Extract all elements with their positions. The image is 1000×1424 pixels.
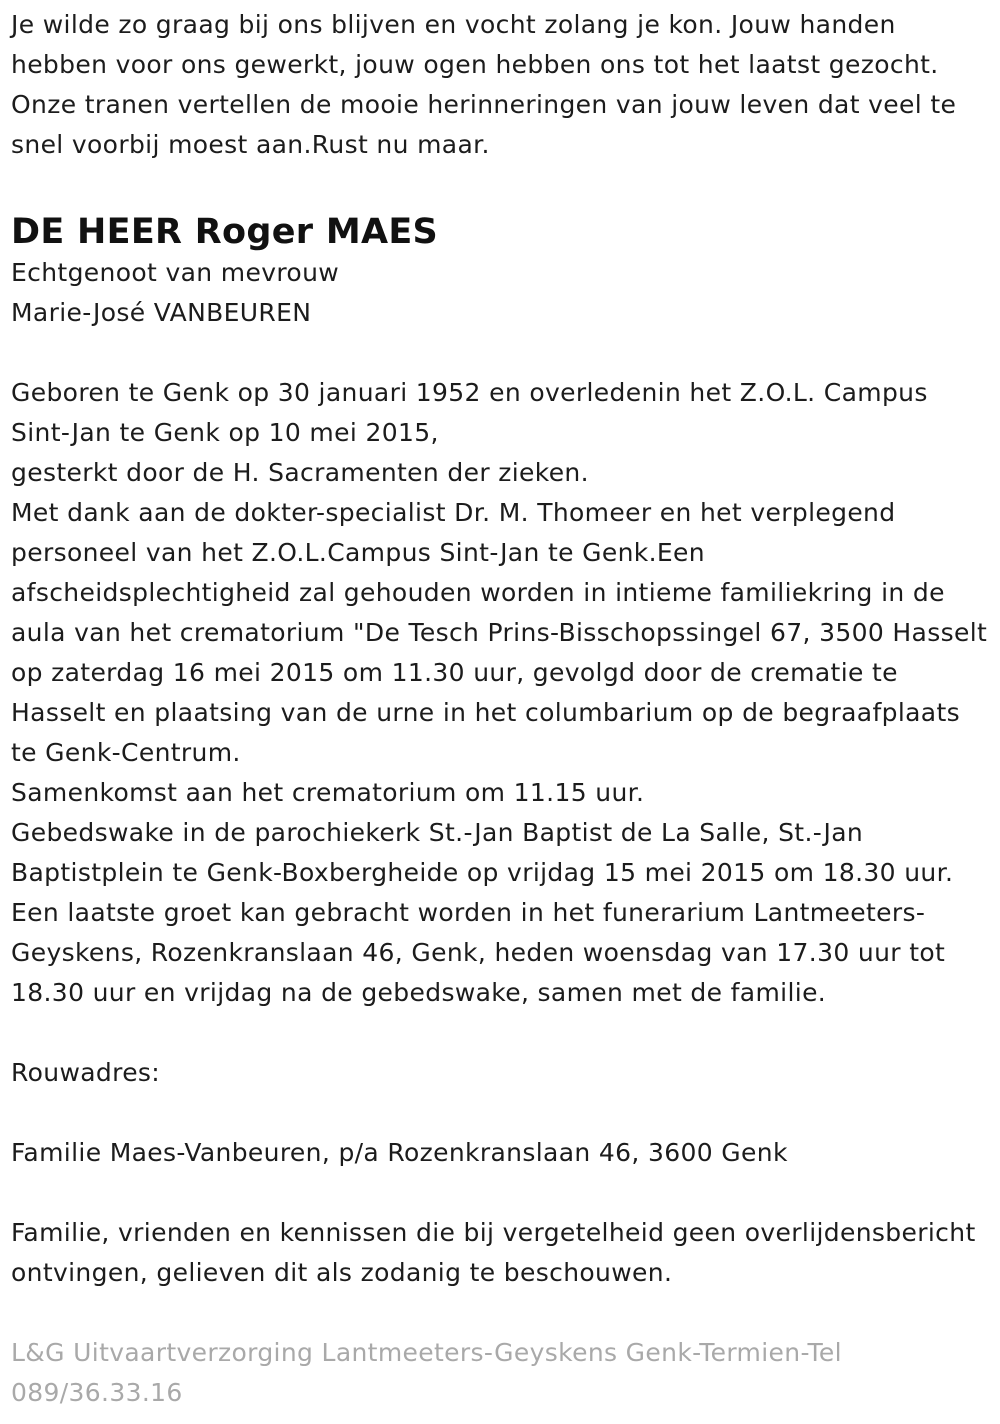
main-announcement: Geboren te Genk op 30 januari 1952 en overledenin het Z.O.L. Campus Sint-Jan te Genk op 10 mei 2015, gesterkt door de H. Sacramenten der zieken. Met dank aan de dokter-specialist Dr. M. Thomeer en het verplegend personeel van het Z.O.L.Campus Sint-Jan te Genk.Een afscheidsplechtigheid zal gehouden worden in intieme familiekring in de aula van het crematorium "De Tesch Prins-Bisschopssingel 67, 3500 Hasselt op zaterdag 16 mei 2015 om 11.30 uur, gevolgd door de crematie te Hasselt en plaatsing van de urne in het columbarium op de begraafplaats te Genk-Centrum. Samenkomst aan het crematorium om 11.15 uur. Gebedswake in de parochiekerk St.-Jan Baptist de La Salle, St.-Jan Baptistplein te Genk-Boxbergheide op vrijdag 15 mei 2015 om 18.30 uur. Een laatste groet kan gebracht worden in het funerarium Lantmeeters-Geyskens, Rozenkranslaan 46, Genk, heden woensdag van 17.30 uur tot 18.30 uur en vrijdag na de gebedswake, samen met de familie. — [11, 378, 988, 1007]
address-label: Rouwadres: — [11, 1058, 161, 1087]
obituary-document — [11, 5, 991, 1413]
intro-paragraph: Je wilde zo graag bij ons blijven en vocht zolang je kon. Jouw handen hebben voor ons gewerkt, jouw ogen hebben ons tot het laatst gezocht. Onze tranen vertellen de mooie herinneringen van jouw leven dat veel te snel voorbij moest aan.Rust nu maar. — [11, 10, 957, 159]
funeral-home-footer: L&G Uitvaartverzorging Lantmeeters-Geyskens Genk-Termien-Tel 089/36.33.16 — [11, 1338, 842, 1407]
closing-note: Familie, vrienden en kennissen die bij vergetelheid geen overlijdensbericht ontvingen, gelieven dit als zodanig te beschouwen. — [11, 1218, 976, 1287]
mourning-address: Familie Maes-Vanbeuren, p/a Rozenkranslaan 46, 3600 Genk — [11, 1138, 788, 1167]
deceased-name: DE HEER Roger MAES — [11, 212, 439, 252]
spouse-info: Echtgenoot van mevrouw Marie-José VANBEUREN — [11, 258, 340, 327]
